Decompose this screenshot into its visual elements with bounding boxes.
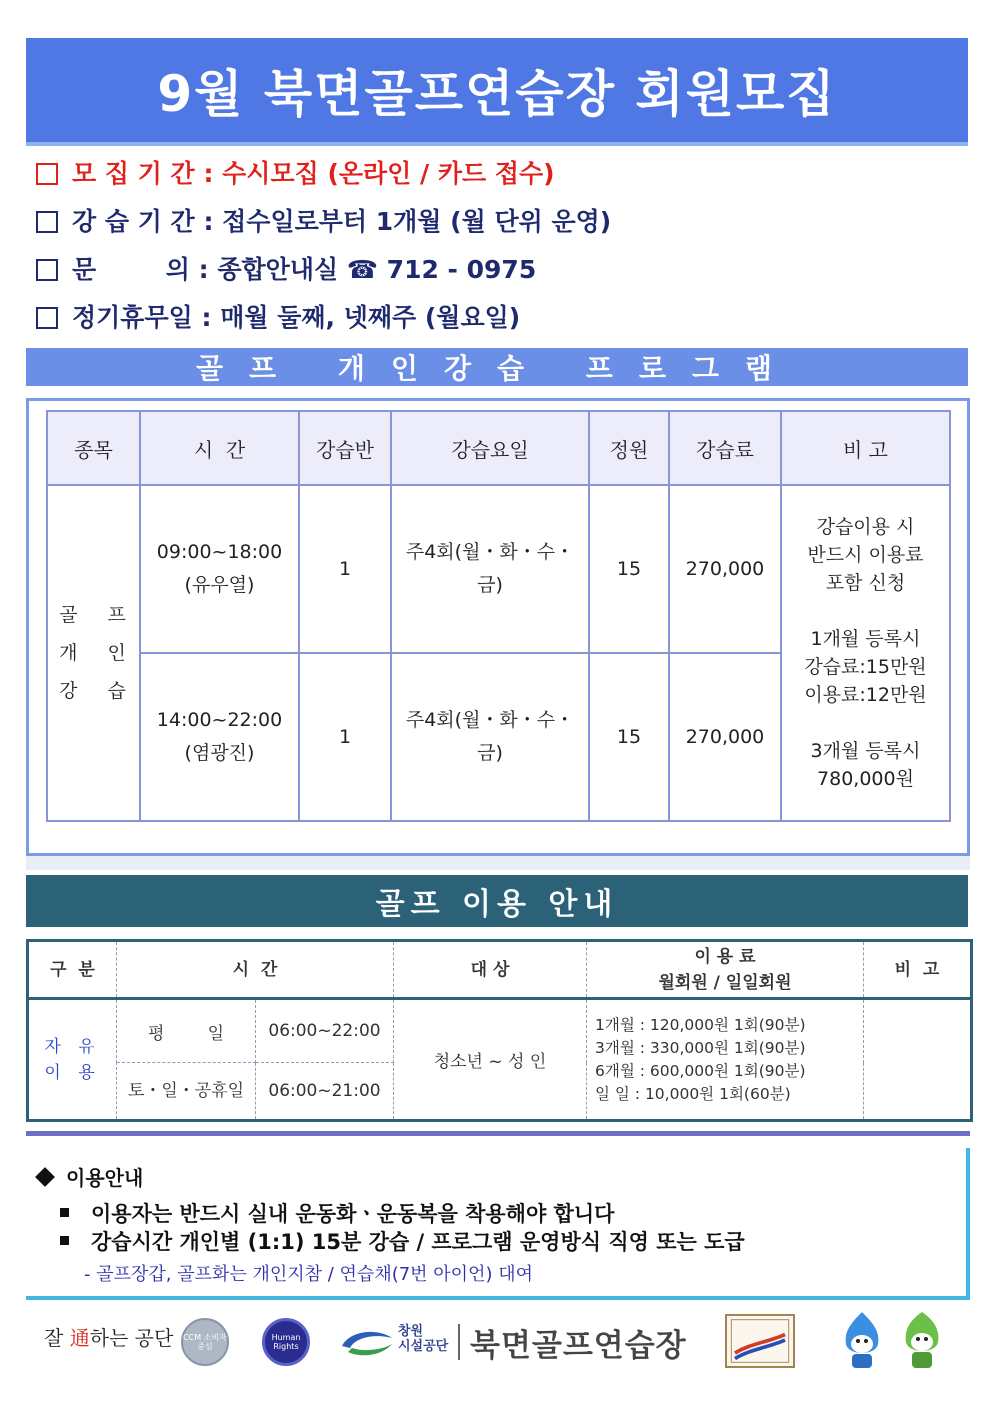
usage-header-row	[28, 941, 972, 999]
usage-row-weekday	[28, 999, 972, 1063]
time-cell: 09:00~18:00 (유우열)	[140, 485, 299, 653]
facility-name: 북면골프연습장	[470, 1328, 687, 1364]
fee-list-cell: 1개월 : 120,000원 1회(90분) 3개월 : 330,000원 1회(90분) 6개월 : 600,000원 1회(90분) 일 일 : 10,000원 1회(60분)	[587, 999, 864, 1121]
free-use-cell: 자 유 이 용	[28, 999, 117, 1121]
notice-box	[26, 1148, 970, 1300]
info-recruit-period: 모 집 기 간 : 수시모집 (온라인 / 카드 접수)	[36, 157, 555, 191]
header-fee: 이 용 료 월회원 / 일일회원	[587, 941, 864, 999]
fee-cell: 270,000	[669, 485, 781, 653]
human-rights-badge-icon: Human Rights	[262, 1318, 310, 1366]
notice-item: 강습시간 개인별 (1:1) 15분 강습 / 프로그램 운영방식 직영 또는 도급	[60, 1226, 745, 1256]
certification-mark-icon	[725, 1314, 795, 1368]
weekend-label: 토・일・공휴일	[117, 1063, 256, 1121]
class-cell: 1	[299, 485, 391, 653]
info-inquiry: 문 의 : 종합안내실 ☎ 712 - 0975	[36, 253, 536, 287]
header-time: 시 간	[117, 941, 394, 999]
bullet-icon	[60, 1208, 69, 1217]
note-cell: 강습이용 시 반드시 이용료 포함 신청 1개월 등록시 강습료:15만원 이용료:12만원 3개월 등록시 780,000원	[781, 485, 950, 821]
note-cell	[864, 999, 972, 1121]
diamond-icon	[35, 1167, 55, 1187]
time-cell: 14:00~22:00 (염광진)	[140, 653, 299, 821]
category-cell: 골 프 개 인 강 습	[47, 485, 140, 821]
days-cell: 주4회(월・화・수・금)	[391, 653, 589, 821]
header-capacity: 정원	[589, 411, 669, 485]
header-note: 비 고	[864, 941, 972, 999]
section-divider	[26, 1131, 970, 1136]
weekend-time: 06:00~21:00	[256, 1063, 394, 1121]
program-frame-shadow	[26, 856, 970, 870]
header-note: 비 고	[781, 411, 950, 485]
class-cell: 1	[299, 653, 391, 821]
header-fee: 강습료	[669, 411, 781, 485]
header-category: 종목	[47, 411, 140, 485]
header-time: 시 간	[140, 411, 299, 485]
slogan: 잘 通하는 공단	[44, 1326, 174, 1350]
header-days: 강습요일	[391, 411, 589, 485]
title-banner	[26, 38, 968, 146]
footer	[0, 1306, 992, 1376]
checkbox-icon	[36, 211, 58, 233]
corporation-name: 창원 시설공단	[398, 1324, 449, 1354]
checkbox-icon	[36, 307, 58, 329]
checkbox-icon	[36, 259, 58, 281]
notice-heading: 이용안내	[38, 1162, 143, 1191]
info-closed-days: 정기휴무일 : 매월 둘째, 넷째주 (월요일)	[36, 301, 520, 335]
days-cell: 주4회(월・화・수・금)	[391, 485, 589, 653]
bullet-icon	[60, 1236, 69, 1245]
weekday-label: 평 일	[117, 999, 256, 1063]
notice-subnote: - 골프장갑, 골프화는 개인지참 / 연습채(7번 아이언) 대여	[84, 1264, 533, 1285]
target-cell: 청소년 ~ 성 인	[394, 999, 587, 1121]
header-type: 구 분	[28, 941, 117, 999]
capacity-cell: 15	[589, 485, 669, 653]
weekday-time: 06:00~22:00	[256, 999, 394, 1063]
mascot-blue-icon	[836, 1310, 888, 1370]
program-row	[47, 485, 950, 653]
info-lesson-period: 강 습 기 간 : 접수일로부터 1개월 (월 단위 운영)	[36, 205, 611, 239]
notice-item: 이용자는 반드시 실내 운동화ㆍ운동복을 착용해야 합니다	[60, 1198, 614, 1228]
page-title: 9월 북면골프연습장 회원모집	[157, 65, 837, 123]
program-section-title: 골프 개인강습 프로그램	[26, 348, 968, 386]
ccm-badge-icon: CCM 소비자중심	[181, 1318, 229, 1366]
fee-cell: 270,000	[669, 653, 781, 821]
usage-section-title: 골프 이용 안내	[26, 875, 968, 927]
program-table	[46, 410, 951, 822]
usage-table	[26, 939, 973, 1122]
mascot-green-icon	[896, 1310, 948, 1370]
corporation-logo-icon	[338, 1326, 396, 1360]
header-target: 대 상	[394, 941, 587, 999]
logo-separator	[458, 1324, 460, 1360]
program-header-row	[47, 411, 950, 485]
checkbox-icon	[36, 163, 58, 185]
capacity-cell: 15	[589, 653, 669, 821]
header-class: 강습반	[299, 411, 391, 485]
